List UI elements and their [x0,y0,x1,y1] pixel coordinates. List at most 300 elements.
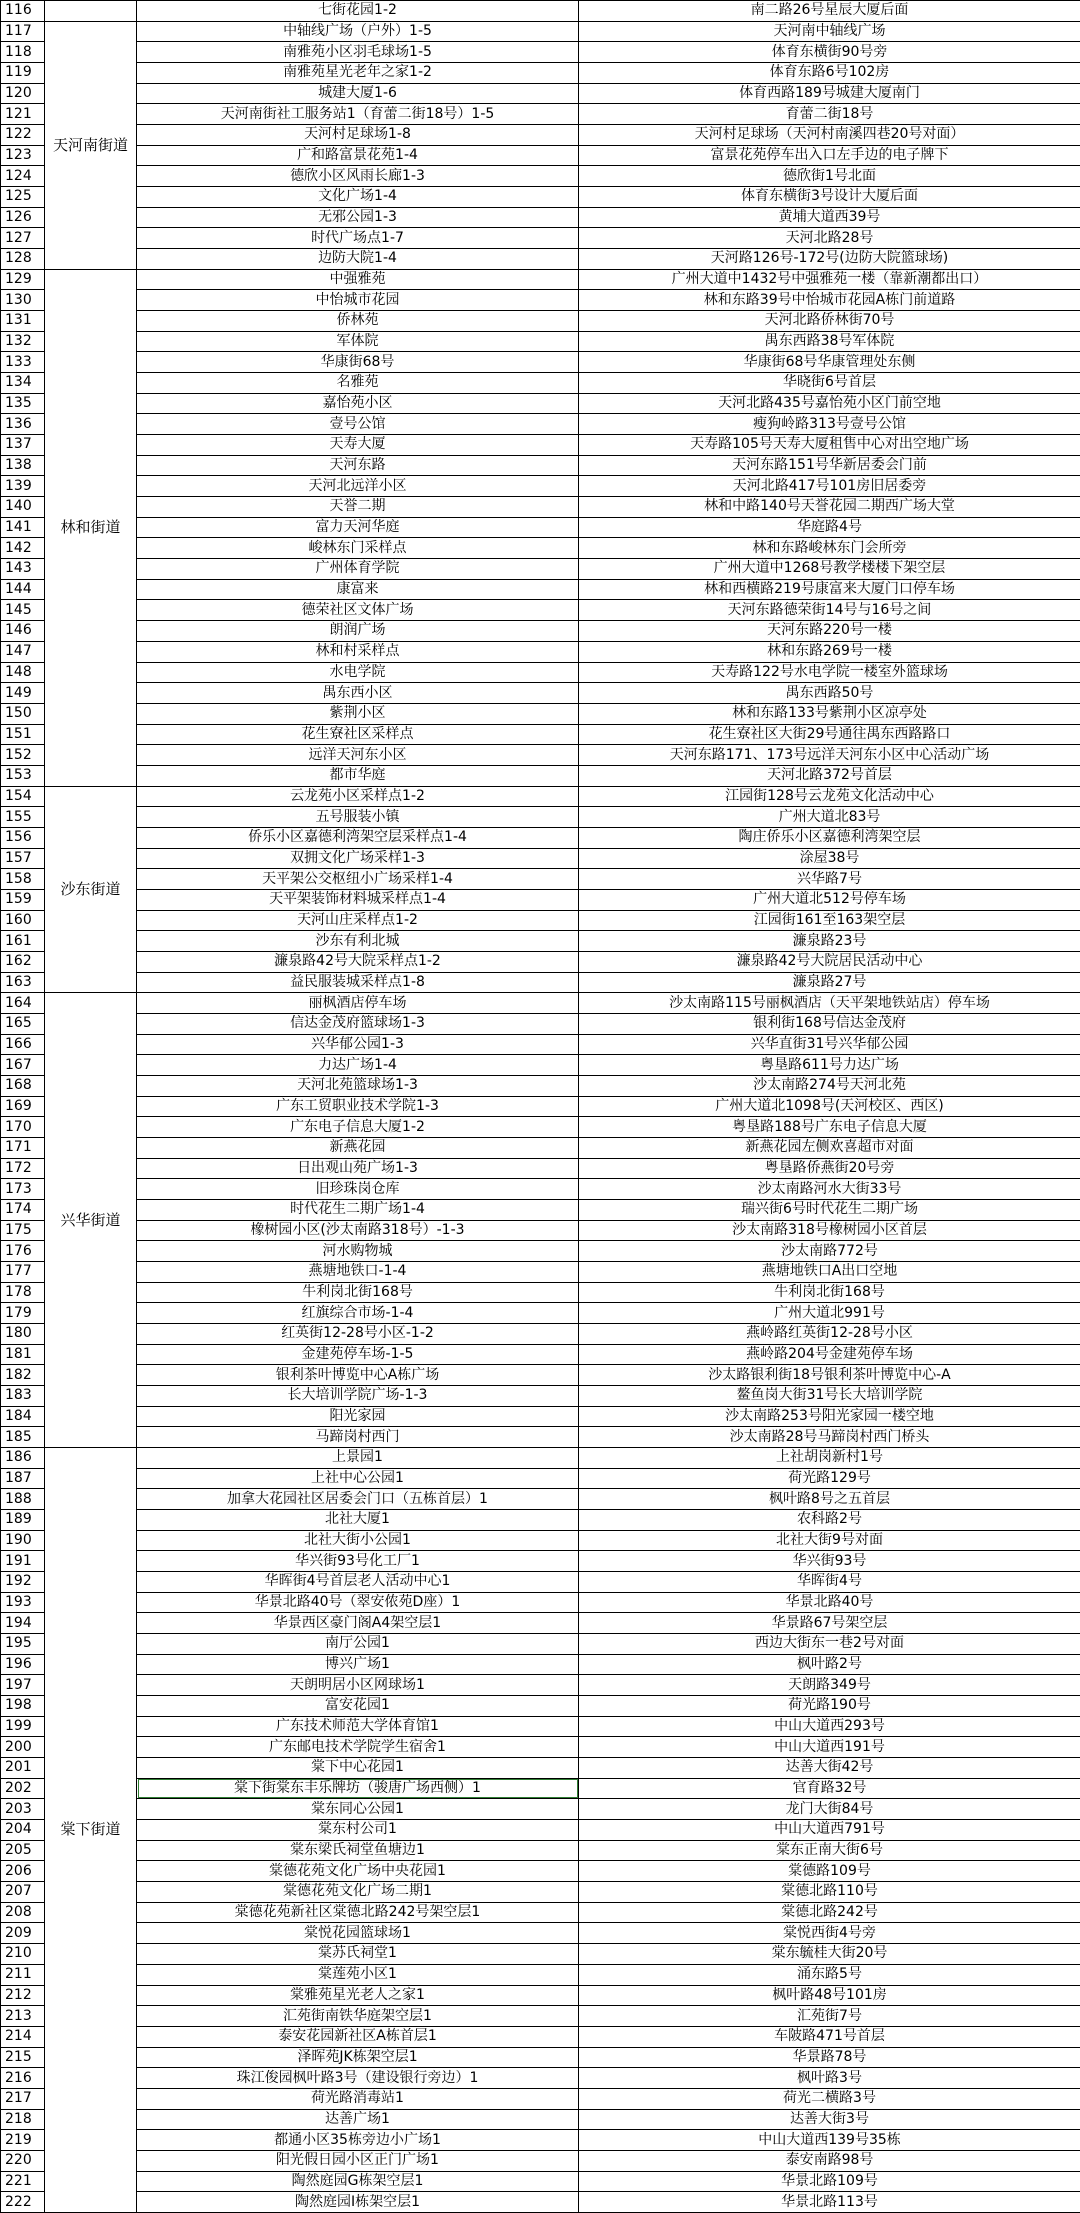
row-number: 158 [1,869,45,890]
row-number: 173 [1,1179,45,1200]
site-name-cell: 天河北苑篮球场1-3 [137,1075,579,1096]
address-cell: 泰安南路98号 [579,2150,1080,2171]
address-cell: 天河东路171、173号远洋天河东小区中心活动广场 [579,745,1080,766]
table-row [1,1510,1080,1531]
row-number: 182 [1,1365,45,1386]
table-row [1,63,1080,84]
table-row [1,1551,1080,1572]
table-row [1,2130,1080,2151]
site-name-cell: 北社大街小公园1 [137,1530,579,1551]
row-number: 117 [1,21,45,42]
site-name-cell: 天平架装饰材料城采样点1-4 [137,889,579,910]
row-number: 150 [1,703,45,724]
site-name-cell: 银利茶叶博览中心A栋广场 [137,1365,579,1386]
address-cell: 涂屋38号 [579,848,1080,869]
site-name-cell: 天寿大厦 [137,435,579,456]
street-cell: 天河南街道 [45,21,137,269]
address-cell: 西边大街东一巷2号对面 [579,1634,1080,1655]
address-cell: 中山大道西791号 [579,1820,1080,1841]
site-name-cell: 沙东有利北城 [137,931,579,952]
site-name-cell: 华景西区豪门阁A4架空层1 [137,1613,579,1634]
site-name-cell: 濂泉路42号大院采样点1-2 [137,951,579,972]
address-cell: 禺东西路38号军体院 [579,331,1080,352]
row-number: 157 [1,848,45,869]
address-cell: 黄埔大道西39号 [579,207,1080,228]
row-number: 136 [1,414,45,435]
address-cell: 车陂路471号首层 [579,2026,1080,2047]
row-number: 174 [1,1199,45,1220]
table-row [1,476,1080,497]
site-name-cell: 广东技术师范大学体育馆1 [137,1716,579,1737]
table-row [1,455,1080,476]
table-row [1,125,1080,146]
address-cell: 天河村足球场（天河村南溪四巷20号对面） [579,125,1080,146]
table-row [1,1096,1080,1117]
row-number: 217 [1,2088,45,2109]
table-row [1,207,1080,228]
site-name-cell: 城建大厦1-6 [137,83,579,104]
row-number: 169 [1,1096,45,1117]
address-cell: 广州大道北991号 [579,1303,1080,1324]
table-row [1,1696,1080,1717]
street-cell [45,1,137,22]
site-name-cell: 丽枫酒店停车场 [137,993,579,1014]
table-row [1,1654,1080,1675]
address-cell: 林和东路峻林东门会所旁 [579,538,1080,559]
row-number: 188 [1,1489,45,1510]
row-number: 213 [1,2006,45,2027]
site-name-cell: 红英街12-28号小区-1-2 [137,1324,579,1345]
address-cell: 棠东正南大街6号 [579,1840,1080,1861]
address-cell: 天河北路417号101房旧居委旁 [579,476,1080,497]
table-row [1,228,1080,249]
site-name-cell: 华兴街93号化工厂1 [137,1551,579,1572]
table-row [1,662,1080,683]
address-cell: 燕塘地铁口A出口空地 [579,1261,1080,1282]
table-row [1,2171,1080,2192]
row-number: 124 [1,166,45,187]
address-cell: 天河路126号-172号(边防大院篮球场) [579,249,1080,270]
site-name-cell: 泰安花园新社区A栋首层1 [137,2026,579,2047]
row-number: 210 [1,1944,45,1965]
row-number: 179 [1,1303,45,1324]
table-row [1,1075,1080,1096]
row-number: 148 [1,662,45,683]
table-row [1,1778,1080,1799]
row-number: 123 [1,145,45,166]
table-row [1,1386,1080,1407]
row-number: 211 [1,1964,45,1985]
address-cell: 农科路2号 [579,1510,1080,1531]
site-name-cell: 信达金茂府篮球场1-3 [137,1013,579,1034]
address-cell: 鳌鱼岗大街31号长大培训学院 [579,1386,1080,1407]
address-cell: 富景花苑停车出入口左手边的电子牌下 [579,145,1080,166]
site-name-cell: 广东邮电技术学院学生宿舍1 [137,1737,579,1758]
table-row [1,703,1080,724]
site-name-cell: 边防大院1-4 [137,249,579,270]
address-cell: 陶庄侨乐小区嘉德利湾架空层 [579,827,1080,848]
site-name-cell: 五号服装小镇 [137,807,579,828]
site-name-cell: 兴华郁公园1-3 [137,1034,579,1055]
row-number: 221 [1,2171,45,2192]
table-row [1,951,1080,972]
row-number: 191 [1,1551,45,1572]
address-cell: 棠悦西街4号旁 [579,1923,1080,1944]
table-row [1,786,1080,807]
site-name-cell: 朗润广场 [137,621,579,642]
row-number: 202 [1,1778,45,1799]
address-cell: 棠东毓桂大街20号 [579,1944,1080,1965]
table-row [1,393,1080,414]
address-cell: 牛利岗北街168号 [579,1282,1080,1303]
site-name-cell: 无邪公园1-3 [137,207,579,228]
row-number: 153 [1,765,45,786]
table-row [1,1117,1080,1138]
site-name-cell: 上景园1 [137,1448,579,1469]
table-row [1,1613,1080,1634]
address-cell: 上社胡岗新村1号 [579,1448,1080,1469]
site-name-cell: 马蹄岗村西门 [137,1427,579,1448]
site-name-cell: 棠德花苑文化广场二期1 [137,1882,579,1903]
table-row [1,1055,1080,1076]
row-number: 216 [1,2068,45,2089]
address-cell: 广州大道中1268号教学楼楼下架空层 [579,559,1080,580]
address-cell: 中山大道西139号35栋 [579,2130,1080,2151]
site-name-cell: 德欣小区风雨长廊1-3 [137,166,579,187]
table-row [1,83,1080,104]
address-cell: 华晓街6号首层 [579,373,1080,394]
row-number: 126 [1,207,45,228]
address-cell: 林和东路269号一楼 [579,641,1080,662]
address-cell: 体育东路6号102房 [579,63,1080,84]
address-cell: 华景北路40号 [579,1592,1080,1613]
row-number: 172 [1,1158,45,1179]
address-cell: 天河北路28号 [579,228,1080,249]
address-cell: 禺东西路50号 [579,683,1080,704]
address-cell: 汇苑街7号 [579,2006,1080,2027]
site-name-cell: 加拿大花园社区居委会门口（五栋首层）1 [137,1489,579,1510]
table-row [1,724,1080,745]
address-cell: 林和西横路219号康富来大厦门口停车场 [579,579,1080,600]
address-cell: 体育东横街3号设计大厦后面 [579,187,1080,208]
row-number: 131 [1,311,45,332]
site-name-cell: 珠江俊园枫叶路3号（建设银行旁边）1 [137,2068,579,2089]
site-name-cell: 广和路富景花苑1-4 [137,145,579,166]
site-name-cell: 新燕花园 [137,1137,579,1158]
site-name-cell: 天河山庄采样点1-2 [137,910,579,931]
row-number: 144 [1,579,45,600]
table-row [1,1427,1080,1448]
table-row [1,1489,1080,1510]
site-name-cell: 长大培训学院广场-1-3 [137,1386,579,1407]
site-name-cell: 中怡城市花园 [137,290,579,311]
site-name-cell: 北社大厦1 [137,1510,579,1531]
address-cell: 北社大街9号对面 [579,1530,1080,1551]
row-number: 181 [1,1344,45,1365]
table-row [1,1013,1080,1034]
row-number: 198 [1,1696,45,1717]
site-name-cell: 文化广场1-4 [137,187,579,208]
address-cell: 濂泉路42号大院居民活动中心 [579,951,1080,972]
row-number: 140 [1,497,45,518]
address-cell: 天寿路122号水电学院一楼室外篮球场 [579,662,1080,683]
row-number: 193 [1,1592,45,1613]
address-cell: 华庭路4号 [579,517,1080,538]
site-name-cell: 名雅苑 [137,373,579,394]
address-cell: 江园街161至163架空层 [579,910,1080,931]
row-number: 185 [1,1427,45,1448]
address-cell: 沙太路银利街18号银利茶叶博览中心-A [579,1365,1080,1386]
table-row [1,2192,1080,2213]
site-name-cell: 侨乐小区嘉德利湾架空层采样点1-4 [137,827,579,848]
row-number: 207 [1,1882,45,1903]
row-number: 134 [1,373,45,394]
site-name-cell: 陶然庭园G栋架空层1 [137,2171,579,2192]
table-row [1,683,1080,704]
address-cell: 体育东横街90号旁 [579,42,1080,63]
site-name-cell: 侨林苑 [137,311,579,332]
address-cell: 广州大道中1432号中强雅苑一楼（靠新潮都出口） [579,269,1080,290]
table-row [1,1179,1080,1200]
row-number: 127 [1,228,45,249]
site-name-cell: 天河村足球场1-8 [137,125,579,146]
address-cell: 棠德路109号 [579,1861,1080,1882]
address-cell: 兴华直街31号兴华郁公园 [579,1034,1080,1055]
address-cell: 荷光路190号 [579,1696,1080,1717]
table-row [1,1572,1080,1593]
site-name-cell: 橡树园小区(沙太南路318号）-1-3 [137,1220,579,1241]
table-row [1,807,1080,828]
row-number: 155 [1,807,45,828]
table-row [1,145,1080,166]
table-row [1,1592,1080,1613]
site-name-cell: 时代花生二期广场1-4 [137,1199,579,1220]
site-name-cell: 陶然庭园I栋架空层1 [137,2192,579,2213]
address-cell: 育蕾二街18号 [579,104,1080,125]
table-row [1,538,1080,559]
street-cell: 沙东街道 [45,786,137,993]
site-name-cell: 南雅苑小区羽毛球场1-5 [137,42,579,63]
site-name-cell: 天誉二期 [137,497,579,518]
address-cell: 天朗路349号 [579,1675,1080,1696]
table-row [1,1758,1080,1779]
row-number: 170 [1,1117,45,1138]
row-number: 122 [1,125,45,146]
table-body [1,1,1080,2213]
row-number: 190 [1,1530,45,1551]
site-name-cell: 天河北远洋小区 [137,476,579,497]
row-number: 168 [1,1075,45,1096]
site-name-cell: 广州体育学院 [137,559,579,580]
row-number: 146 [1,621,45,642]
row-number: 171 [1,1137,45,1158]
address-cell: 官育路32号 [579,1778,1080,1799]
table-row [1,1882,1080,1903]
address-cell: 德欣街1号北面 [579,166,1080,187]
table-row [1,827,1080,848]
row-number: 218 [1,2109,45,2130]
address-cell: 粤垦路611号力达广场 [579,1055,1080,1076]
site-name-cell: 远洋天河东小区 [137,745,579,766]
address-cell: 林和东路133号紫荆小区凉亭处 [579,703,1080,724]
site-name-cell: 达善广场1 [137,2109,579,2130]
table-row [1,331,1080,352]
address-cell: 华兴街93号 [579,1551,1080,1572]
table-row [1,1530,1080,1551]
table-row [1,1840,1080,1861]
table-row [1,889,1080,910]
table-row [1,1820,1080,1841]
site-name-cell: 云龙苑小区采样点1-2 [137,786,579,807]
table-row [1,414,1080,435]
row-number: 201 [1,1758,45,1779]
table-row [1,352,1080,373]
row-number: 162 [1,951,45,972]
row-number: 214 [1,2026,45,2047]
table-row [1,1716,1080,1737]
site-name-cell: 都通小区35栋旁边小广场1 [137,2130,579,2151]
row-number: 152 [1,745,45,766]
site-name-cell: 金建苑停车场-1-5 [137,1344,579,1365]
row-number: 197 [1,1675,45,1696]
row-number: 180 [1,1324,45,1345]
address-cell: 达善大街3号 [579,2109,1080,2130]
site-name-cell: 荷光路消毒站1 [137,2088,579,2109]
row-number: 160 [1,910,45,931]
site-name-cell: 棠德花苑新社区棠德北路242号架空层1 [137,1902,579,1923]
site-name-cell: 紫荆小区 [137,703,579,724]
row-number: 183 [1,1386,45,1407]
site-name-cell: 壹号公馆 [137,414,579,435]
site-name-cell: 棠德花苑文化广场中央花园1 [137,1861,579,1882]
site-name-cell: 华晖街4号首层老人活动中心1 [137,1572,579,1593]
table-row [1,1241,1080,1262]
table-row [1,1944,1080,1965]
table-row [1,1137,1080,1158]
table-row [1,1220,1080,1241]
address-cell: 棠德北路110号 [579,1882,1080,1903]
row-number: 139 [1,476,45,497]
table-row [1,2088,1080,2109]
site-name-cell: 富力天河华庭 [137,517,579,538]
row-number: 149 [1,683,45,704]
address-cell: 沙太南路28号马蹄岗村西门桥头 [579,1427,1080,1448]
row-number: 194 [1,1613,45,1634]
site-name-cell: 中轴线广场（户外）1-5 [137,21,579,42]
site-name-cell: 牛利岗北街168号 [137,1282,579,1303]
address-cell: 中山大道西293号 [579,1716,1080,1737]
row-number: 151 [1,724,45,745]
table-row [1,187,1080,208]
table-row [1,1365,1080,1386]
address-cell: 华景北路113号 [579,2192,1080,2213]
site-name-cell: 日出观山苑广场1-3 [137,1158,579,1179]
table-row [1,249,1080,270]
address-cell: 华景北路109号 [579,2171,1080,2192]
table-row [1,993,1080,1014]
row-number: 163 [1,972,45,993]
table-row [1,311,1080,332]
table-row [1,2026,1080,2047]
site-name-cell: 燕塘地铁口-1-4 [137,1261,579,1282]
site-name-cell: 七街花园1-2 [137,1,579,22]
row-number: 142 [1,538,45,559]
table-row [1,621,1080,642]
site-name-cell: 南厅公园1 [137,1634,579,1655]
address-cell: 龙门大街84号 [579,1799,1080,1820]
table-row [1,559,1080,580]
row-number: 145 [1,600,45,621]
row-number: 133 [1,352,45,373]
table-row [1,1737,1080,1758]
address-cell: 林和东路39号中怡城市花园A栋门前道路 [579,290,1080,311]
site-name-cell: 棠苏氏祠堂1 [137,1944,579,1965]
row-number: 167 [1,1055,45,1076]
row-number: 196 [1,1654,45,1675]
site-name-cell: 时代广场点1-7 [137,228,579,249]
table-row [1,848,1080,869]
address-cell: 天河北路435号嘉怡苑小区门前空地 [579,393,1080,414]
site-name-cell: 广东工贸职业技术学院1-3 [137,1096,579,1117]
address-cell: 枫叶路2号 [579,1654,1080,1675]
address-cell: 燕岭路204号金建苑停车场 [579,1344,1080,1365]
site-name-cell: 博兴广场1 [137,1654,579,1675]
site-name-cell: 林和村采样点 [137,641,579,662]
row-number: 215 [1,2047,45,2068]
row-number: 219 [1,2130,45,2151]
row-number: 125 [1,187,45,208]
address-cell: 粤垦路188号广东电子信息大厦 [579,1117,1080,1138]
site-name-cell: 力达广场1-4 [137,1055,579,1076]
table-row [1,1,1080,22]
site-name-cell: 花生寮社区采样点 [137,724,579,745]
site-name-cell: 天河南街社工服务站1（育蕾二街18号）1-5 [137,104,579,125]
site-name-cell: 富安花园1 [137,1696,579,1717]
table-row [1,641,1080,662]
site-name-cell: 红旗综合市场-1-4 [137,1303,579,1324]
table-row [1,972,1080,993]
site-name-cell: 水电学院 [137,662,579,683]
site-name-cell: 汇苑街南铁华庭架空层1 [137,2006,579,2027]
table-row [1,600,1080,621]
address-cell: 广州大道北1098号(天河校区、西区) [579,1096,1080,1117]
row-number: 119 [1,63,45,84]
row-number: 121 [1,104,45,125]
row-number: 165 [1,1013,45,1034]
row-number: 189 [1,1510,45,1531]
site-name-cell: 棠下街棠东丰乐牌坊（骏唐广场西侧）1 [137,1778,579,1799]
table-row [1,290,1080,311]
address-cell: 华康街68号华康管理处东侧 [579,352,1080,373]
site-name-cell: 广东电子信息大厦1-2 [137,1117,579,1138]
row-number: 156 [1,827,45,848]
address-cell: 棠德北路242号 [579,1902,1080,1923]
table-row [1,517,1080,538]
site-name-cell: 棠东梁氏祠堂鱼塘边1 [137,1840,579,1861]
row-number: 199 [1,1716,45,1737]
table-row [1,2047,1080,2068]
street-cell: 兴华街道 [45,993,137,1448]
row-number: 222 [1,2192,45,2213]
table-row [1,435,1080,456]
table-row [1,1282,1080,1303]
address-cell: 枫叶路8号之五首层 [579,1489,1080,1510]
table-row [1,1861,1080,1882]
table-row [1,2068,1080,2089]
row-number: 206 [1,1861,45,1882]
address-cell: 南二路26号星辰大厦后面 [579,1,1080,22]
site-name-cell: 棠东村公司1 [137,1820,579,1841]
